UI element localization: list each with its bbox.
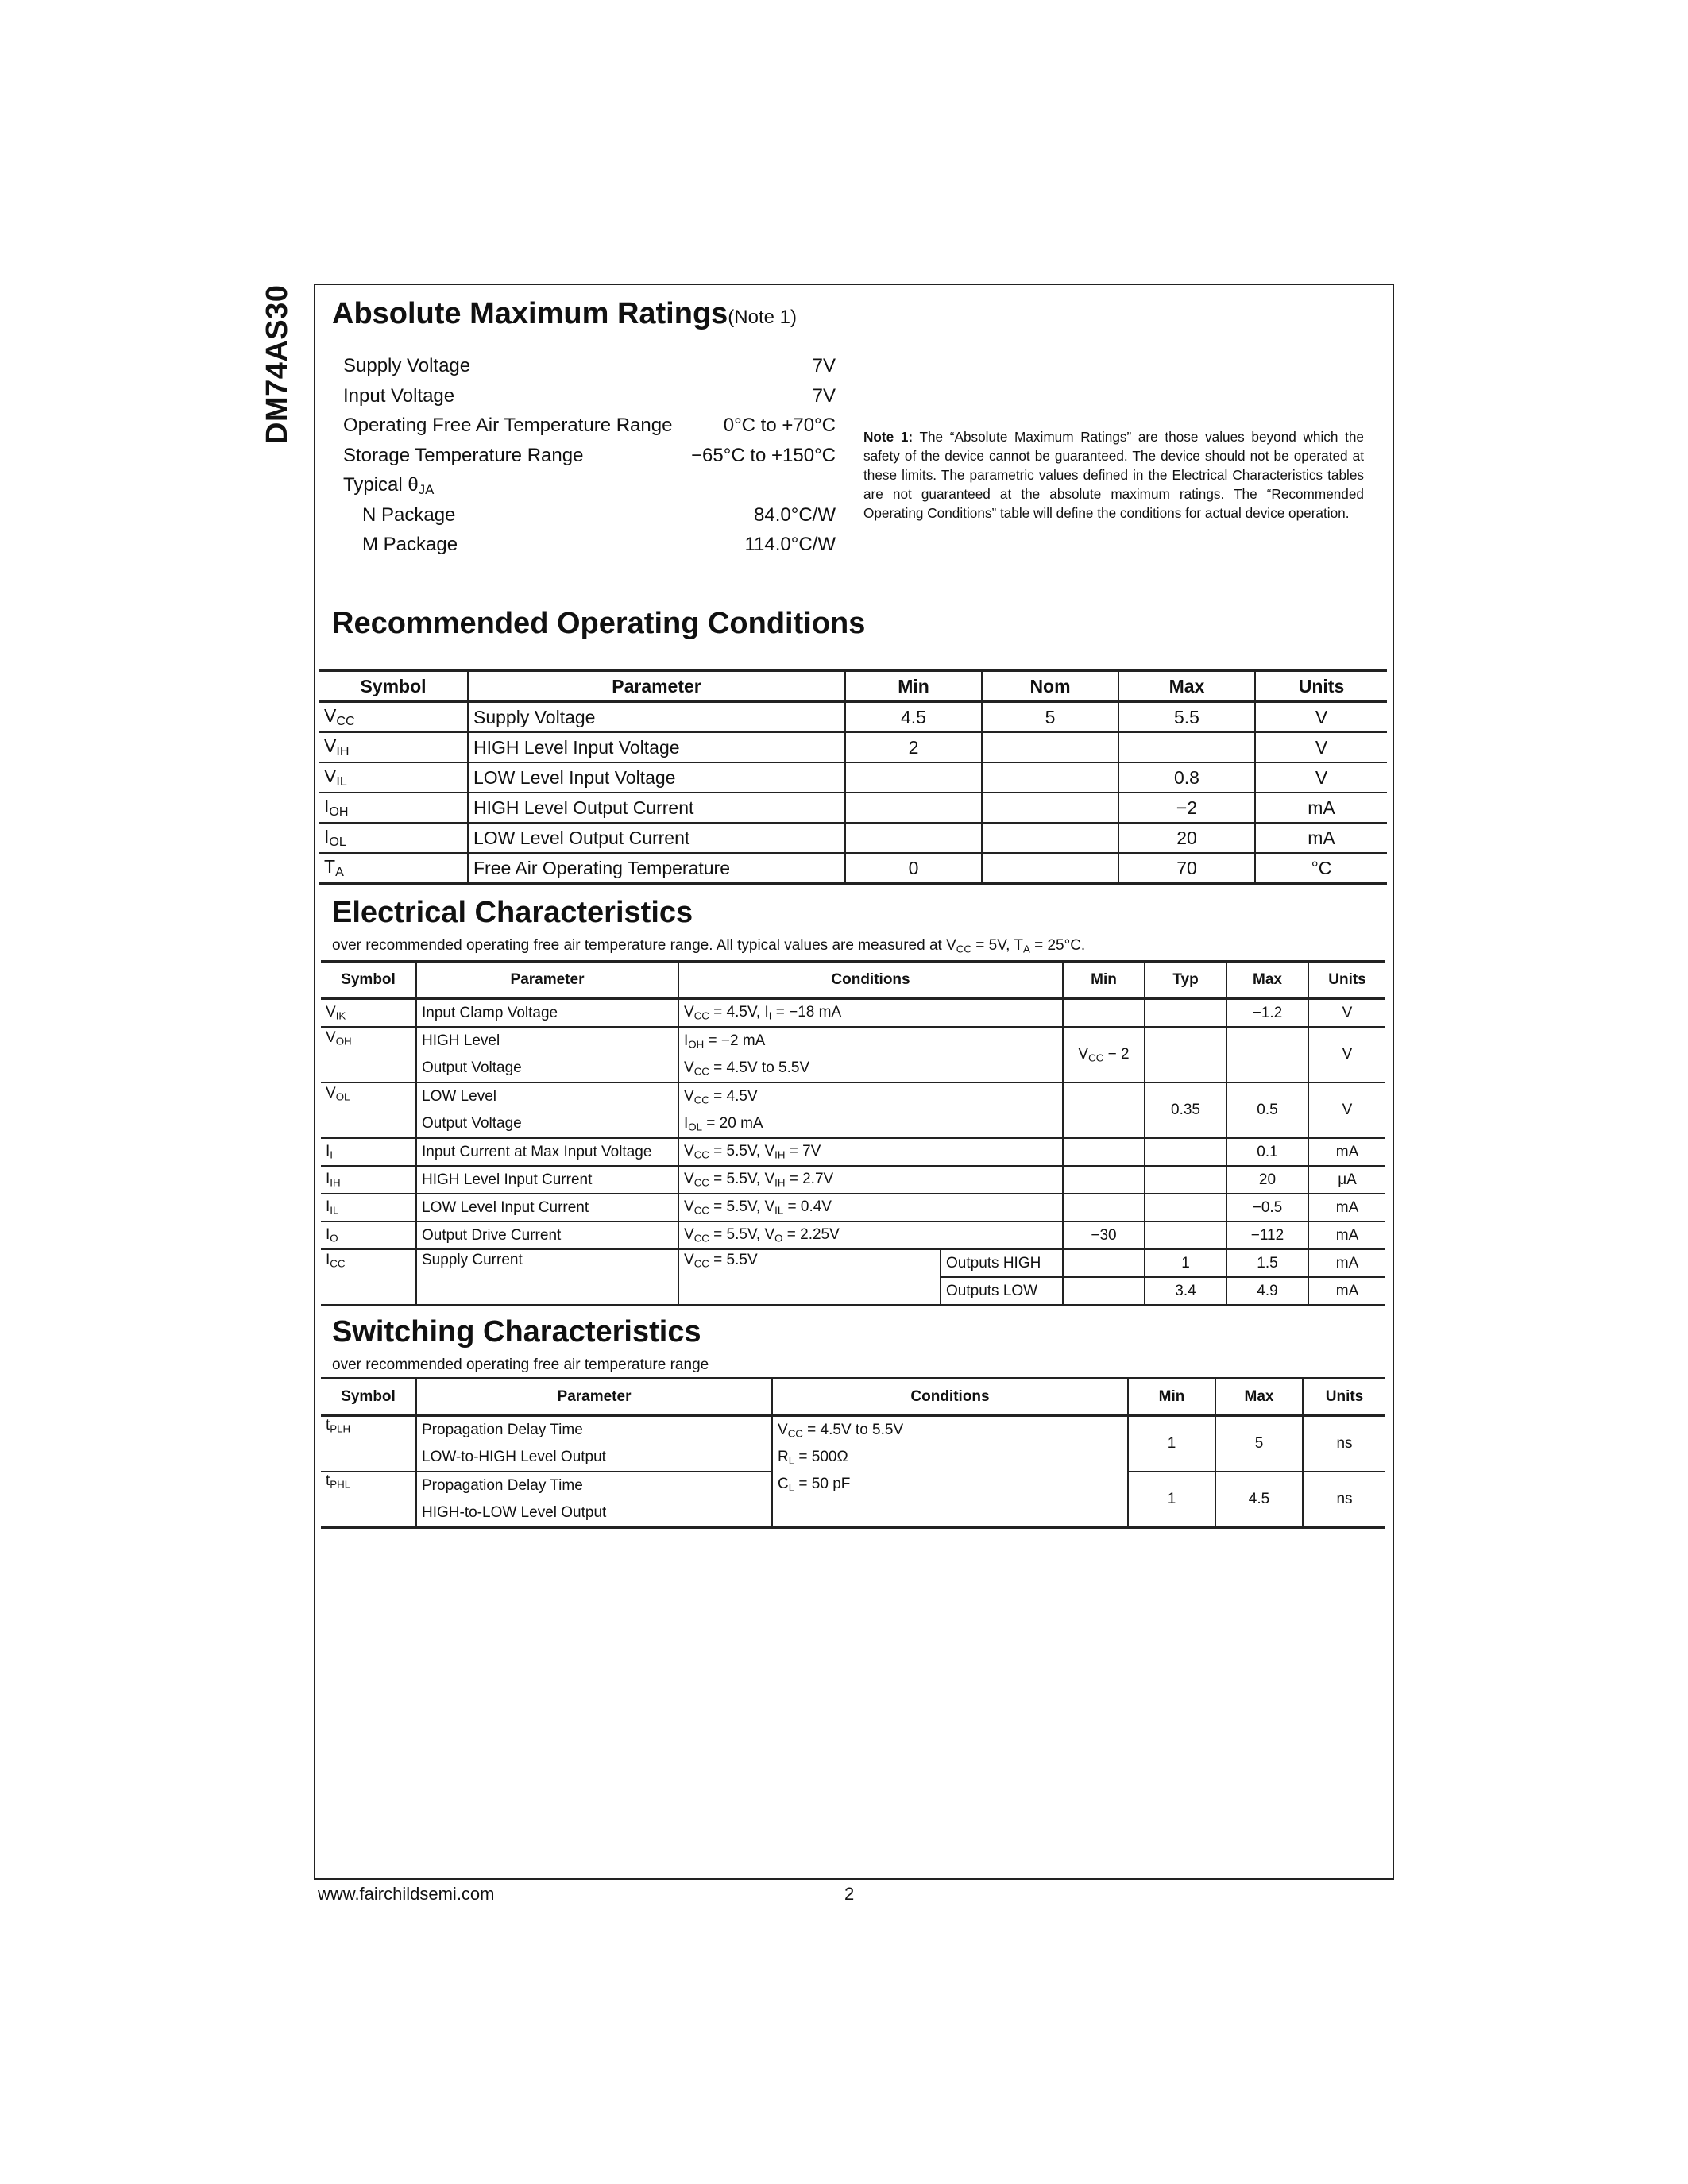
ec-subtitle-sub: CC: [956, 943, 971, 955]
min-cell: [1063, 1277, 1145, 1306]
cond-cell: [678, 1027, 1063, 1082]
cond-sub: CC: [693, 1204, 709, 1217]
symbol-cell: [319, 823, 468, 853]
cond-cell: [678, 1194, 1063, 1221]
cond-sub: IH: [774, 1176, 786, 1189]
units-cell: μA: [1308, 1166, 1385, 1194]
max-cell: 0.8: [1118, 762, 1255, 793]
note-1-label: Note 1:: [863, 429, 914, 445]
symbol-cell: [321, 1138, 416, 1166]
min-cell: [1063, 1166, 1145, 1194]
typ-cell: 1: [1145, 1249, 1226, 1277]
symbol: V: [326, 1085, 336, 1102]
roc-table: [319, 669, 1387, 885]
nom-cell: 5: [982, 702, 1118, 733]
ec-subtitle-sub: A: [1022, 943, 1030, 955]
units-cell: V: [1255, 762, 1387, 793]
param-cell: HIGH Level Input Voltage: [468, 732, 845, 762]
param-line: HIGH-to-LOW Level Output: [422, 1504, 607, 1521]
typ-cell: [1145, 1138, 1226, 1166]
min-cell: 1: [1128, 1416, 1215, 1472]
amr-title-text: Absolute Maximum Ratings: [332, 297, 728, 330]
amr-row: [343, 441, 836, 471]
table-header-row: [321, 1379, 1385, 1416]
symbol-sub: O: [330, 1232, 338, 1244]
max-cell: −2: [1118, 793, 1255, 823]
symbol-sub: OH: [335, 1035, 352, 1048]
amr-note-ref: (Note 1): [728, 307, 797, 328]
col-header: Nom: [982, 671, 1118, 702]
cond-sub: L: [788, 1481, 795, 1494]
symbol: V: [324, 735, 337, 756]
amr-label: Input Voltage: [343, 384, 455, 407]
cond-text: C: [778, 1476, 789, 1492]
units-cell: mA: [1308, 1138, 1385, 1166]
symbol: T: [324, 855, 336, 877]
cond-text: V: [778, 1422, 788, 1438]
cond-sub: CC: [787, 1427, 803, 1440]
amr-value: −65°C to +150°C: [691, 444, 836, 466]
cond-cell: [678, 1221, 1063, 1249]
cond-text: = 5.5V, V: [709, 1198, 775, 1216]
table-row: [321, 1221, 1385, 1249]
cond-sub: OH: [688, 1038, 705, 1051]
table-row: [319, 702, 1387, 733]
ec-subtitle-c: = 25°C.: [1029, 937, 1086, 954]
amr-label: Operating Free Air Temperature Range: [343, 415, 673, 436]
cond-line: [684, 1083, 1057, 1110]
amr-value: 7V: [812, 355, 836, 376]
cond-text: = −2 mA: [704, 1032, 766, 1049]
cond-text: I: [684, 1115, 689, 1132]
nom-cell: [982, 732, 1118, 762]
cond-sub: O: [774, 1232, 783, 1244]
page-number: 2: [844, 1884, 855, 1904]
units-cell: mA: [1308, 1249, 1385, 1277]
cond-sub: CC: [693, 1176, 709, 1189]
cond-text: = 5.5V, V: [709, 1171, 775, 1188]
col-header: Min: [1128, 1379, 1215, 1416]
cond-text: = 50 pF: [794, 1476, 851, 1492]
cond-text: V: [684, 1198, 694, 1216]
symbol-sub: OL: [335, 1090, 350, 1103]
typ-cell: [1145, 1027, 1226, 1082]
cond-cell: [678, 999, 1063, 1028]
col-header: Max: [1215, 1379, 1303, 1416]
symbol: V: [326, 1004, 336, 1021]
symbol-cell: [319, 702, 468, 733]
symbol-cell: [319, 793, 468, 823]
ec-table: [321, 960, 1385, 1306]
cond-sub: CC: [693, 1257, 709, 1270]
ec-title: Electrical Characteristics: [332, 896, 693, 929]
min-cell: [1063, 1138, 1145, 1166]
symbol-sub: IH: [336, 744, 350, 758]
cond-sub: CC: [693, 1065, 709, 1078]
sc-subtitle: over recommended operating free air temperature range: [332, 1356, 709, 1373]
table-row: [319, 853, 1387, 884]
param-cell: [416, 1472, 772, 1528]
table-row: [321, 1194, 1385, 1221]
amr-row: [343, 411, 836, 441]
amr-label-sub: JA: [418, 482, 435, 498]
symbol-cell: [321, 1194, 416, 1221]
cond-sub: CC: [693, 1148, 709, 1161]
cond-text: V: [684, 1004, 694, 1021]
units-cell: mA: [1308, 1194, 1385, 1221]
amr-list: [343, 351, 836, 560]
amr-title: [332, 297, 797, 331]
typ-cell: [1145, 999, 1226, 1028]
symbol: I: [326, 1226, 330, 1244]
symbol: t: [326, 1472, 330, 1489]
col-header: Parameter: [468, 671, 845, 702]
param-line: LOW-to-HIGH Level Output: [422, 1449, 606, 1465]
symbol: I: [326, 1252, 330, 1268]
cond-text: = 5.5V, V: [709, 1143, 775, 1160]
min-sub: CC: [1088, 1051, 1104, 1064]
min-cell: 1: [1128, 1472, 1215, 1528]
symbol: I: [326, 1143, 330, 1160]
col-header: Max: [1118, 671, 1255, 702]
units-cell: mA: [1308, 1221, 1385, 1249]
nom-cell: [982, 762, 1118, 793]
cond-sub: CC: [693, 1232, 709, 1244]
max-cell: 20: [1118, 823, 1255, 853]
table-row: [319, 823, 1387, 853]
max-cell: 0.5: [1226, 1082, 1308, 1138]
amr-label: [343, 470, 434, 500]
cond-text: = 4.5V: [709, 1088, 758, 1105]
param-cell: Supply Voltage: [468, 702, 845, 733]
units-cell: V: [1308, 999, 1385, 1028]
cond-text: V: [684, 1171, 694, 1188]
cond-cell: [772, 1416, 1128, 1528]
cond-text: = 5.5V: [709, 1252, 758, 1268]
table-row: [321, 1027, 1385, 1082]
param-line: Output Voltage: [422, 1115, 522, 1132]
param-cell: LOW Level Input Voltage: [468, 762, 845, 793]
nom-cell: [982, 853, 1118, 884]
table-row: [319, 732, 1387, 762]
cond-sub: CC: [693, 1009, 709, 1022]
cond-sub: IH: [774, 1148, 786, 1161]
cond-text: = 2.7V: [785, 1171, 834, 1188]
table-row: [321, 1166, 1385, 1194]
symbol-cell: [319, 762, 468, 793]
col-header: Symbol: [321, 1379, 416, 1416]
param-line: Output Voltage: [422, 1059, 522, 1076]
table-row: [321, 999, 1385, 1028]
units-cell: V: [1308, 1027, 1385, 1082]
symbol-cell: [321, 1082, 416, 1138]
param-cell: [416, 1027, 678, 1082]
col-header: Symbol: [319, 671, 468, 702]
min-cell: 2: [845, 732, 982, 762]
min-cell: −30: [1063, 1221, 1145, 1249]
col-header: Units: [1255, 671, 1387, 702]
part-number-side-title: DM74AS30: [261, 284, 294, 444]
symbol-cell: [321, 1027, 416, 1082]
cond-sub: I: [768, 1009, 772, 1022]
max-cell: 0.1: [1226, 1138, 1308, 1166]
cond-line: [684, 1110, 1057, 1137]
symbol: I: [324, 795, 330, 816]
symbol-cell: [321, 999, 416, 1028]
symbol-cell: [321, 1472, 416, 1528]
symbol-sub: CC: [330, 1257, 346, 1270]
cond-cell: Outputs HIGH: [941, 1249, 1063, 1277]
max-cell: 70: [1118, 853, 1255, 884]
cond-sub: OL: [688, 1121, 703, 1133]
col-header: Typ: [1145, 962, 1226, 999]
cond-line: [778, 1417, 1122, 1444]
units-cell: ns: [1303, 1472, 1385, 1528]
symbol: V: [324, 765, 337, 786]
col-header: Min: [845, 671, 982, 702]
amr-label: M Package: [362, 534, 458, 555]
max-cell: 5: [1215, 1416, 1303, 1472]
cond-text: = 4.5V to 5.5V: [802, 1422, 904, 1438]
col-header: Units: [1308, 962, 1385, 999]
amr-label: Supply Voltage: [343, 355, 471, 376]
min-cell: 0: [845, 853, 982, 884]
param-cell: [416, 1416, 772, 1472]
param-cell: Free Air Operating Temperature: [468, 853, 845, 884]
param-cell: LOW Level Input Current: [416, 1194, 678, 1221]
min-cell: [1063, 999, 1145, 1028]
table-row: [321, 1249, 1385, 1277]
param-cell: Supply Current: [416, 1249, 678, 1306]
ec-subtitle: [332, 937, 1085, 955]
col-header: Symbol: [321, 962, 416, 999]
symbol: I: [326, 1198, 330, 1216]
typ-cell: 3.4: [1145, 1277, 1226, 1306]
typ-cell: [1145, 1194, 1226, 1221]
amr-row: [343, 351, 836, 381]
cond-cell: [678, 1138, 1063, 1166]
symbol-cell: [321, 1221, 416, 1249]
symbol-sub: PHL: [330, 1478, 351, 1491]
param-cell: HIGH Level Input Current: [416, 1166, 678, 1194]
symbol-sub: PLH: [330, 1422, 351, 1435]
max-cell: 4.9: [1226, 1277, 1308, 1306]
amr-label-text: Typical θ: [343, 474, 419, 496]
cond-sub: IL: [774, 1204, 784, 1217]
note-1-text: The “Absolute Maximum Ratings” are those values beyond which the safety of the device cannot be guaranteed. The device should not be operated at these limits. The parametric values defined in the Electrical Characteristics tables are not guaranteed at the absolute maximum ratings. The “Recommended Operating Conditions” table will define the conditions for actual device operation.: [863, 429, 1364, 521]
table-row: [319, 762, 1387, 793]
max-cell: 1.5: [1226, 1249, 1308, 1277]
symbol-sub: IK: [335, 1009, 346, 1022]
amr-label: N Package: [362, 504, 456, 526]
units-cell: V: [1255, 702, 1387, 733]
col-header: Parameter: [416, 1379, 772, 1416]
cond-text: V: [684, 1143, 694, 1160]
cond-cell: [678, 1249, 941, 1306]
table-row: [321, 1138, 1385, 1166]
table-header-row: [321, 962, 1385, 999]
param-cell: [416, 1082, 678, 1138]
symbol-sub: CC: [336, 714, 355, 728]
cond-text: = 7V: [785, 1143, 821, 1160]
symbol-cell: [321, 1249, 416, 1306]
min-cell: [845, 793, 982, 823]
nom-cell: [982, 793, 1118, 823]
symbol: V: [326, 1029, 336, 1046]
cond-line: [778, 1471, 1122, 1498]
units-cell: V: [1255, 732, 1387, 762]
table-row: [319, 793, 1387, 823]
cond-line: [778, 1444, 1122, 1471]
note-1: [863, 427, 1364, 523]
min-cell: 4.5: [845, 702, 982, 733]
symbol: V: [324, 704, 337, 726]
cond-text: I: [684, 1032, 689, 1049]
sc-table: [321, 1377, 1385, 1529]
param-line: Propagation Delay Time: [422, 1422, 583, 1438]
typ-cell: [1145, 1221, 1226, 1249]
table-header-row: [319, 671, 1387, 702]
symbol-sub: IL: [330, 1204, 339, 1217]
symbol-sub: IH: [330, 1176, 341, 1189]
param-cell: Input Current at Max Input Voltage: [416, 1138, 678, 1166]
max-cell: −0.5: [1226, 1194, 1308, 1221]
cond-text: = 500Ω: [794, 1449, 848, 1465]
max-cell: −1.2: [1226, 999, 1308, 1028]
min-cell: [1063, 1082, 1145, 1138]
param-cell: Input Clamp Voltage: [416, 999, 678, 1028]
cond-text: = 0.4V: [783, 1198, 832, 1216]
max-cell: [1118, 732, 1255, 762]
typ-cell: [1145, 1166, 1226, 1194]
units-cell: mA: [1308, 1277, 1385, 1306]
footer-url[interactable]: www.fairchildsemi.com: [318, 1884, 495, 1904]
typ-cell: 0.35: [1145, 1082, 1226, 1138]
cond-text: = 4.5V, I: [709, 1004, 769, 1021]
max-cell: 4.5: [1215, 1472, 1303, 1528]
symbol-sub: IL: [336, 774, 347, 789]
sc-title: Switching Characteristics: [332, 1315, 701, 1349]
col-header: Conditions: [772, 1379, 1128, 1416]
min-cell: [1063, 1194, 1145, 1221]
ec-subtitle-a: over recommended operating free air temperature range. All typical values are measured at V: [332, 937, 956, 954]
symbol-cell: [319, 853, 468, 884]
amr-value: 0°C to +70°C: [723, 415, 836, 436]
param-line: HIGH Level: [422, 1032, 500, 1049]
min-text: − 2: [1103, 1045, 1130, 1063]
param-cell: LOW Level Output Current: [468, 823, 845, 853]
cond-text: V: [684, 1088, 694, 1105]
symbol-sub: OH: [329, 805, 349, 819]
min-cell: [1063, 1249, 1145, 1277]
param-line: Propagation Delay Time: [422, 1477, 583, 1494]
max-cell: [1226, 1027, 1308, 1082]
cond-line: [684, 1028, 1057, 1055]
cond-sub: CC: [693, 1094, 709, 1106]
cond-line: [684, 1055, 1057, 1082]
cond-text: = 5.5V, V: [709, 1226, 775, 1244]
col-header: Units: [1303, 1379, 1385, 1416]
cond-text: V: [684, 1226, 694, 1244]
param-cell: Output Drive Current: [416, 1221, 678, 1249]
cond-text: R: [778, 1449, 789, 1465]
symbol: t: [326, 1417, 330, 1433]
max-cell: 5.5: [1118, 702, 1255, 733]
amr-row: [343, 530, 836, 560]
amr-row: [343, 381, 836, 411]
symbol-cell: [321, 1416, 416, 1472]
amr-value: 114.0°C/W: [744, 534, 836, 555]
symbol-sub: OL: [329, 835, 346, 849]
amr-value: 7V: [812, 384, 836, 407]
max-cell: −112: [1226, 1221, 1308, 1249]
units-cell: V: [1308, 1082, 1385, 1138]
cond-text: V: [684, 1059, 694, 1076]
cond-text: = 2.25V: [782, 1226, 840, 1244]
amr-value: 84.0°C/W: [754, 504, 836, 526]
table-row: [321, 1082, 1385, 1138]
col-header: Conditions: [678, 962, 1063, 999]
units-cell: mA: [1255, 793, 1387, 823]
cond-text: = −18 mA: [771, 1004, 842, 1021]
col-header: Max: [1226, 962, 1308, 999]
symbol-cell: [321, 1166, 416, 1194]
cond-cell: [678, 1166, 1063, 1194]
col-header: Parameter: [416, 962, 678, 999]
amr-row: [343, 500, 836, 531]
units-cell: ns: [1303, 1416, 1385, 1472]
cond-cell: [678, 1082, 1063, 1138]
symbol: I: [326, 1171, 330, 1188]
roc-title: Recommended Operating Conditions: [332, 607, 866, 640]
param-cell: HIGH Level Output Current: [468, 793, 845, 823]
min-cell: [1063, 1027, 1145, 1082]
ec-subtitle-b: = 5V, T: [971, 937, 1023, 954]
symbol-sub: A: [335, 865, 344, 879]
units-cell: °C: [1255, 853, 1387, 884]
symbol-cell: [319, 732, 468, 762]
min-text: V: [1078, 1045, 1089, 1063]
cond-sub: L: [788, 1454, 795, 1467]
symbol: I: [324, 825, 330, 847]
units-cell: mA: [1255, 823, 1387, 853]
min-cell: [845, 823, 982, 853]
amr-label: Storage Temperature Range: [343, 444, 584, 466]
col-header: Min: [1063, 962, 1145, 999]
min-cell: [845, 762, 982, 793]
nom-cell: [982, 823, 1118, 853]
symbol-sub: I: [330, 1148, 333, 1161]
table-row: [321, 1416, 1385, 1472]
amr-row: [343, 470, 836, 500]
cond-cell: Outputs LOW: [941, 1277, 1063, 1306]
param-line: LOW Level: [422, 1088, 496, 1105]
cond-text: = 20 mA: [702, 1115, 763, 1132]
cond-text: = 4.5V to 5.5V: [709, 1059, 810, 1076]
max-cell: 20: [1226, 1166, 1308, 1194]
cond-text: V: [684, 1252, 694, 1268]
